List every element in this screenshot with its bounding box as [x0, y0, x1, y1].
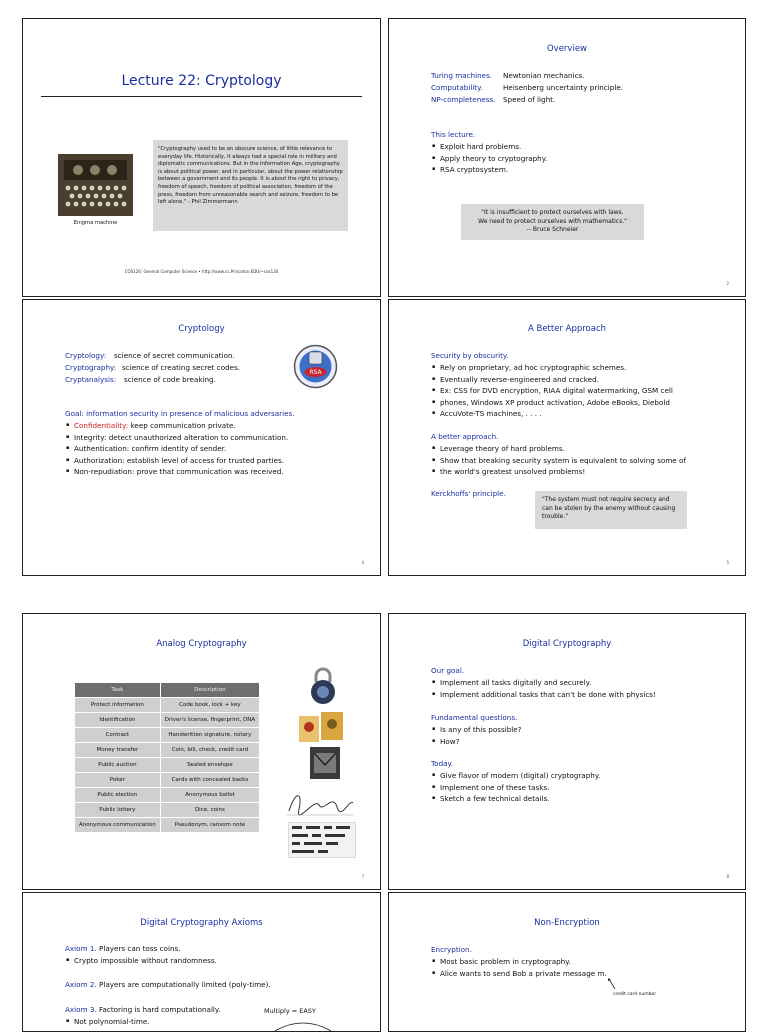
signature-icon [285, 787, 355, 819]
section-heading: Our goal. [431, 666, 465, 675]
def-desc: science of creating secret codes. [122, 363, 241, 372]
table-row: Contract Handwritten signature, notary [75, 728, 260, 743]
list-item: ▪ Authentication: confirm identity of sender. [65, 443, 288, 455]
slide-title: Overview [546, 44, 588, 54]
def-desc: science of secret communication. [114, 351, 235, 360]
def-desc: science of code breaking. [124, 375, 216, 384]
slide-digital-cryptography [388, 613, 746, 890]
list-item-continued: ▪ the world's greatest unsolved problems! [431, 466, 686, 478]
slide-title: Digital Cryptography Axioms [140, 918, 263, 928]
table-row: Public election Anonymous ballot [75, 788, 260, 803]
def-term: Cryptography: [65, 363, 117, 372]
page-number: 2 [726, 281, 729, 286]
bullet-list [431, 770, 600, 805]
page-number: 5 [726, 560, 729, 565]
analog-crypto-table [74, 682, 260, 833]
zimmermann-quote: "Cryptography used to be an obscure science, of little relevance to everyday life. Historically, it always had a special role in military and diplomatic communications. But in the Information Age, cryptography is about political power, and in particular, about the power relationship between a government and its people. It is about the right to privacy, freedom of speech, freedom of political association, freedom of the press, freedom from unreasonable search and seizure, freedom to be left alone." - Phil Zimmermann [153, 140, 348, 231]
slide-title: Digital Cryptography [522, 639, 612, 649]
table-row: Anonymous communication Pseudonym, ransom note [75, 818, 260, 833]
list-item-continued: ▪ phones, Windows XP product activation, Adobe eBooks, Diebold [431, 397, 673, 409]
row-term-turing: Turing machines. [431, 71, 493, 80]
list-item: ▪ How? [431, 736, 522, 748]
slide-cryptology [22, 299, 381, 576]
page-number: 4 [361, 560, 364, 565]
slide-title: Analog Cryptography [156, 639, 247, 649]
list-item: ▪ Implement additional tasks that can't be done with physics! [431, 689, 656, 701]
list-item: ▪ RSA cryptosystem. [431, 164, 547, 176]
slide-overview [388, 18, 746, 297]
row-desc-turing: Newtonian mechanics. [503, 71, 585, 80]
list-item: ▪ Sketch a few technical details. [431, 793, 600, 805]
enigma-icon [58, 154, 133, 216]
def-term: Cryptology: [65, 351, 107, 360]
table-row: Public auction Sealed envelope [75, 758, 260, 773]
annotation-note: credit card number [613, 992, 657, 997]
list-item: ▪ Crypto impossible without randomness. [65, 955, 217, 967]
rsa-logo [293, 344, 338, 389]
quote-line: We need to protect ourselves with mathematics." [478, 217, 627, 225]
bullet-list [65, 955, 217, 967]
row-desc-np: Speed of light. [503, 95, 556, 104]
ransom-note-icon [288, 822, 356, 858]
rsa-logo-icon [293, 344, 338, 389]
section-heading: Fundamental questions. [431, 713, 518, 722]
page-number: 7 [361, 874, 364, 879]
schneier-quote [461, 204, 644, 240]
enigma-machine-image [58, 154, 133, 216]
list-item: ▪ Show that breaking security system is equivalent to solving some of [431, 455, 686, 467]
bullet-list [431, 141, 547, 176]
slide-lecture-title [22, 18, 381, 297]
title-rule [41, 96, 362, 97]
image-caption: Enigma machine [73, 220, 118, 226]
kerckhoffs-quote: "The system must not require secrecy and can be stolen by the enemy without causing trouble." [535, 491, 687, 529]
bullet-list [65, 1016, 150, 1028]
list-item: ▪ Ex: CSS for DVD encryption, RIAA digital watermarking, GSM cell [431, 385, 673, 397]
quote-line: "It is insufficient to protect ourselves with laws. [481, 209, 624, 216]
slide-title: A Better Approach [527, 324, 607, 334]
list-item-continued: ▪ AccuVote-TS machines, . . . . [431, 408, 673, 420]
list-item: ▪ Is any of this possible? [431, 724, 522, 736]
list-item: ▪ Confidentiality: keep communication private. [65, 420, 288, 432]
slide-title: Non-Encryption [534, 918, 600, 928]
table-row: Protect information Code book, lock + key [75, 698, 260, 713]
list-item: ▪ Most basic problem in cryptography. [431, 956, 607, 968]
def-term: Cryptanalysis: [65, 375, 117, 384]
list-item: ▪ Give flavor of modern (digital) cryptography. [431, 770, 600, 782]
slide-non-encryption [388, 892, 746, 1032]
section-heading: Security by obscurity. [431, 351, 509, 360]
bullet-list [431, 724, 522, 747]
slide-footer: COS126: General Computer Science • http://www.cs.Princeton.EDU/~cos126 [124, 269, 279, 274]
axiom-3: Axiom 3. Factoring is hard computationally. [65, 1005, 221, 1014]
list-item: ▪ Rely on proprietary, ad hoc cryptographic schemes. [431, 362, 673, 374]
column-header: Description [160, 683, 259, 698]
axiom-2: Axiom 2. Players are computationally limited (poly-time). [65, 980, 271, 989]
column-header: Task [75, 683, 161, 698]
bullet-list [431, 362, 673, 420]
table-row: Money transfer Coin, bill, check, credit card [75, 743, 260, 758]
bullet-list [431, 443, 686, 478]
diagram-label: Multiply = EASY [264, 1007, 316, 1015]
sealed-envelope-icon [310, 747, 340, 779]
logo-text: RSA [309, 369, 322, 376]
goal-statement: Goal: information security in presence of malicious adversaries. [65, 409, 295, 418]
list-item: ▪ Implement one of these tasks. [431, 782, 600, 794]
row-term-computability: Computability. [431, 83, 483, 92]
slide-title: Lecture 22: Cryptology [121, 73, 282, 89]
row-desc-computability: Heisenberg uncertainty principle. [503, 83, 624, 92]
slide-better-approach [388, 299, 746, 576]
list-item: ▪ Implement all tasks digitally and securely. [431, 677, 656, 689]
list-item: ▪ Apply theory to cryptography. [431, 153, 547, 165]
list-item: ▪ Alice wants to send Bob a private message m. [431, 968, 607, 980]
section-heading: Today. [431, 759, 454, 768]
bullet-list [431, 956, 607, 979]
section-heading: This lecture. [431, 130, 476, 139]
slide-crypto-axioms [22, 892, 381, 1032]
list-item: ▪ Integrity: detect unauthorized alteration to communication. [65, 432, 288, 444]
list-item: ▪ Authorization: establish level of access for trusted parties. [65, 455, 288, 467]
section-heading: Encryption. [431, 945, 472, 954]
slide-title: Cryptology [178, 324, 225, 334]
axiom-1: Axiom 1. Players can toss coins. [65, 944, 181, 953]
playing-cards-icon [299, 712, 344, 744]
bullet-list [65, 420, 288, 478]
bullet-list [431, 677, 656, 700]
padlock-icon [308, 666, 338, 706]
list-item: ▪ Exploit hard problems. [431, 141, 547, 153]
section-heading: Kerckhoffs' principle. [431, 489, 506, 498]
table-row: Identification Driver's license, fingerprint, DNA [75, 713, 260, 728]
page-number: 8 [726, 874, 729, 879]
row-term-np: NP-completeness. [431, 95, 496, 104]
section-heading: A better approach. [431, 432, 499, 441]
list-item: ▪ Non-repudiation: prove that communication was received. [65, 466, 288, 478]
list-item: ▪ Leverage theory of hard problems. [431, 443, 686, 455]
table-row: Poker Cards with concealed backs [75, 773, 260, 788]
multiply-arrow-arc [273, 1017, 333, 1031]
table-row: Public lottery Dice, coins [75, 803, 260, 818]
quote-line: -- Bruce Schneier [526, 226, 579, 233]
list-item: ▪ Not polynomial-time. [65, 1016, 150, 1028]
list-item: ▪ Eventually reverse-engineered and cracked. [431, 374, 673, 386]
slide-analog-cryptography [22, 613, 381, 890]
